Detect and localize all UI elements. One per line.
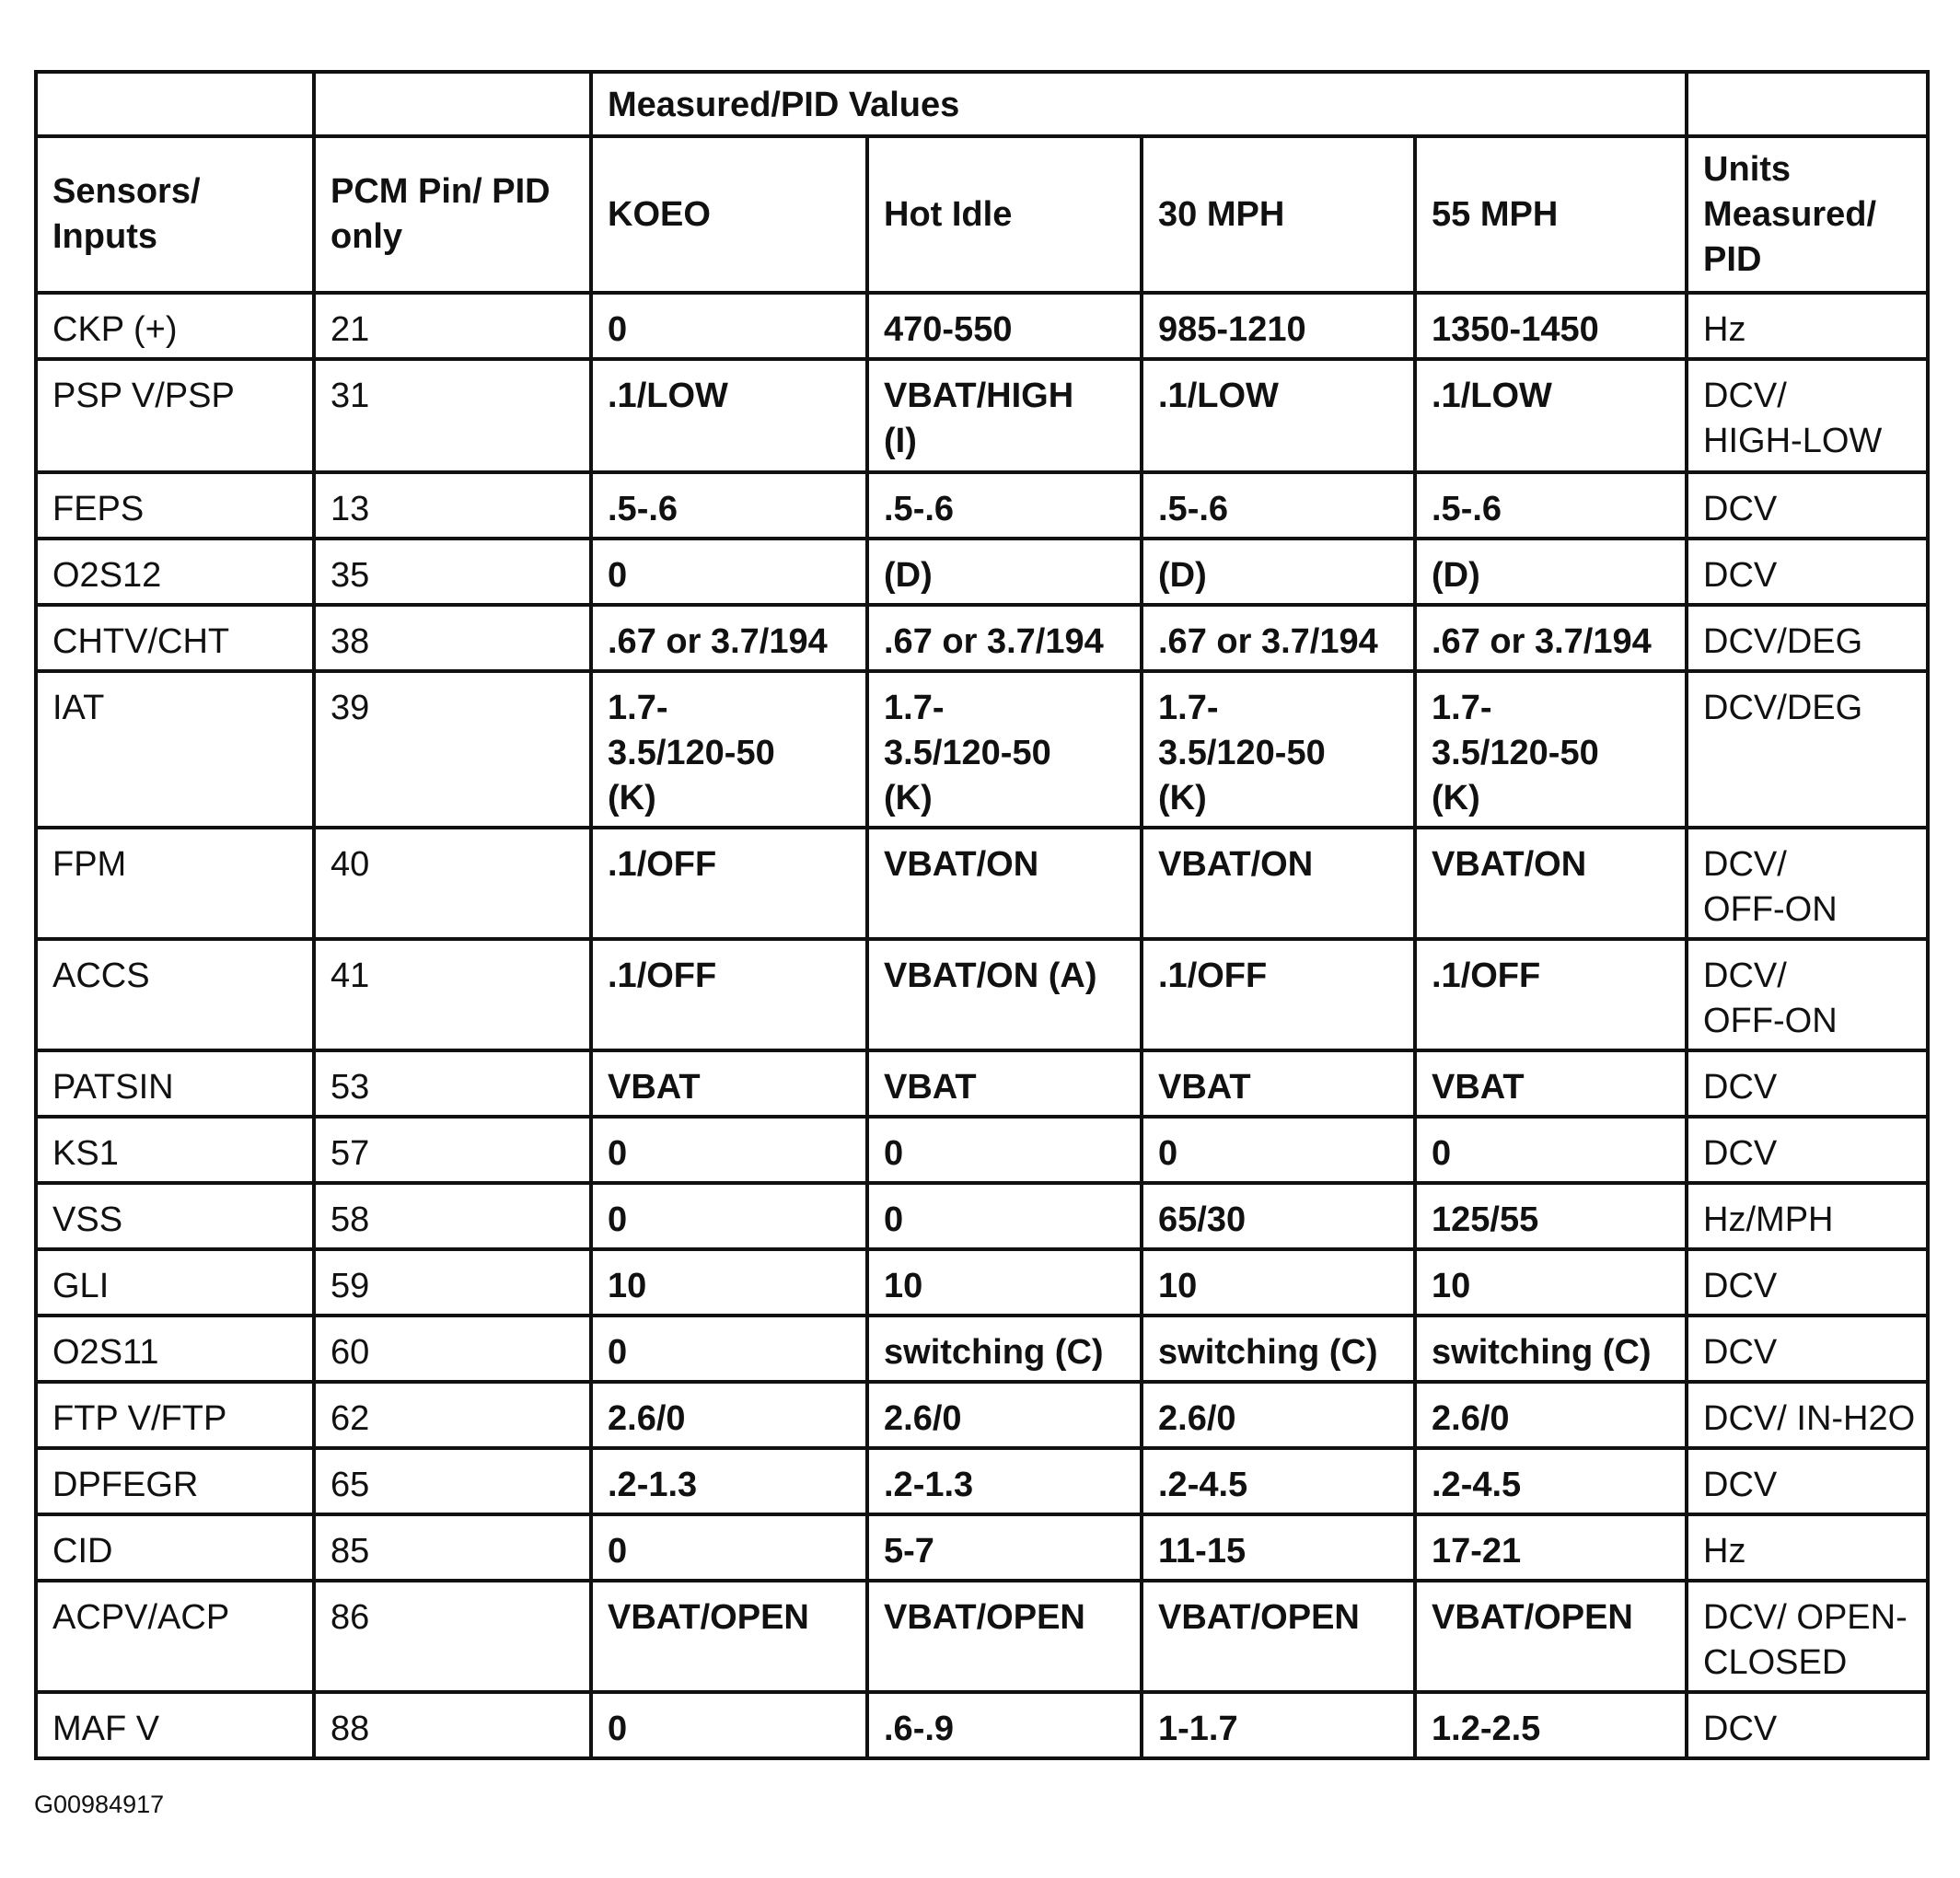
koeo-cell: 0 <box>591 1316 867 1382</box>
mph30-cell: 985-1210 <box>1142 293 1415 359</box>
units-cell: DCV <box>1687 1316 1928 1382</box>
mph55-cell: .67 or 3.7/194 <box>1415 605 1687 671</box>
mph30-cell: .1/OFF <box>1142 939 1415 1050</box>
hot-idle-cell: 10 <box>867 1249 1142 1316</box>
mph30-cell: VBAT <box>1142 1050 1415 1117</box>
table-row <box>36 539 1928 605</box>
hot-idle-cell: .67 or 3.7/194 <box>867 605 1142 671</box>
units-cell: DCV/DEG <box>1687 605 1928 671</box>
koeo-cell: 0 <box>591 1514 867 1581</box>
mph55-cell: (D) <box>1415 539 1687 605</box>
pcm-pin-cell: 59 <box>314 1249 591 1316</box>
units-cell: DCV <box>1687 539 1928 605</box>
table-row <box>36 828 1928 939</box>
sensor-cell: MAF V <box>36 1692 314 1758</box>
hot-idle-cell: switching (C) <box>867 1316 1142 1382</box>
koeo-cell: .1/LOW <box>591 359 867 472</box>
units-cell: DCV <box>1687 1249 1928 1316</box>
mph30-cell: 1-1.7 <box>1142 1692 1415 1758</box>
header-koeo: KOEO <box>591 136 867 293</box>
pcm-pin-cell: 31 <box>314 359 591 472</box>
table-row <box>36 1249 1928 1316</box>
sensor-cell: ACPV/ACP <box>36 1581 314 1692</box>
mph55-cell: .2-4.5 <box>1415 1448 1687 1514</box>
table-row <box>36 1514 1928 1581</box>
hot-idle-cell: .2-1.3 <box>867 1448 1142 1514</box>
mph55-cell: .5-.6 <box>1415 472 1687 539</box>
pcm-pin-cell: 39 <box>314 671 591 828</box>
header-55-mph: 55 MPH <box>1415 136 1687 293</box>
mph30-cell: 65/30 <box>1142 1183 1415 1249</box>
koeo-cell: .5-.6 <box>591 472 867 539</box>
table-row <box>36 939 1928 1050</box>
units-cell: Hz <box>1687 1514 1928 1581</box>
sensor-cell: DPFEGR <box>36 1448 314 1514</box>
pid-values-table <box>34 70 1930 1760</box>
pcm-pin-cell: 13 <box>314 472 591 539</box>
sensor-cell: FPM <box>36 828 314 939</box>
mph30-cell: switching (C) <box>1142 1316 1415 1382</box>
hot-idle-cell: VBAT/ON (A) <box>867 939 1142 1050</box>
table-row <box>36 293 1928 359</box>
mph30-cell: (D) <box>1142 539 1415 605</box>
koeo-cell: .1/OFF <box>591 939 867 1050</box>
table-row <box>36 1050 1928 1117</box>
table-row <box>36 359 1928 472</box>
hot-idle-cell: .6-.9 <box>867 1692 1142 1758</box>
pcm-pin-cell: 85 <box>314 1514 591 1581</box>
table-row <box>36 1117 1928 1183</box>
hot-idle-cell: 1.7- 3.5/120-50 (K) <box>867 671 1142 828</box>
sensor-cell: CID <box>36 1514 314 1581</box>
group-header-blank-cell <box>36 72 314 136</box>
sensor-cell: IAT <box>36 671 314 828</box>
mph30-cell: .1/LOW <box>1142 359 1415 472</box>
koeo-cell: 0 <box>591 1117 867 1183</box>
hot-idle-cell: 0 <box>867 1117 1142 1183</box>
table-row <box>36 1692 1928 1758</box>
mph55-cell: VBAT/OPEN <box>1415 1581 1687 1692</box>
mph55-cell: .1/OFF <box>1415 939 1687 1050</box>
hot-idle-cell: 0 <box>867 1183 1142 1249</box>
units-cell: DCV/ IN-H2O <box>1687 1382 1928 1448</box>
mph30-cell: 10 <box>1142 1249 1415 1316</box>
table-row <box>36 1316 1928 1382</box>
sensor-cell: VSS <box>36 1183 314 1249</box>
hot-idle-cell: (D) <box>867 539 1142 605</box>
mph30-cell: 0 <box>1142 1117 1415 1183</box>
measured-pid-values-header: Measured/PID Values <box>591 72 1687 136</box>
koeo-cell: 2.6/0 <box>591 1382 867 1448</box>
units-cell: DCV/ HIGH-LOW <box>1687 359 1928 472</box>
mph55-cell: 1.2-2.5 <box>1415 1692 1687 1758</box>
mph30-cell: 11-15 <box>1142 1514 1415 1581</box>
header-sensors-inputs: Sensors/ Inputs <box>36 136 314 293</box>
mph55-cell: 2.6/0 <box>1415 1382 1687 1448</box>
mph30-cell: .5-.6 <box>1142 472 1415 539</box>
pcm-pin-cell: 58 <box>314 1183 591 1249</box>
units-cell: DCV <box>1687 1448 1928 1514</box>
pcm-pin-cell: 88 <box>314 1692 591 1758</box>
mph55-cell: 10 <box>1415 1249 1687 1316</box>
hot-idle-cell: VBAT/ON <box>867 828 1142 939</box>
pcm-pin-cell: 41 <box>314 939 591 1050</box>
figure-id: G00984917 <box>34 1791 165 1818</box>
sensor-cell: CKP (+) <box>36 293 314 359</box>
units-cell: DCV <box>1687 1692 1928 1758</box>
hot-idle-cell: 470-550 <box>867 293 1142 359</box>
mph30-cell: 1.7- 3.5/120-50 (K) <box>1142 671 1415 828</box>
mph30-cell: VBAT/ON <box>1142 828 1415 939</box>
koeo-cell: VBAT/OPEN <box>591 1581 867 1692</box>
pcm-pin-cell: 65 <box>314 1448 591 1514</box>
sensor-cell: PSP V/PSP <box>36 359 314 472</box>
pcm-pin-cell: 86 <box>314 1581 591 1692</box>
table-row <box>36 1581 1928 1692</box>
header-pcm-pin: PCM Pin/ PID only <box>314 136 591 293</box>
units-cell: DCV/ OFF-ON <box>1687 939 1928 1050</box>
table-row <box>36 671 1928 828</box>
hot-idle-cell: .5-.6 <box>867 472 1142 539</box>
group-header-blank-cell <box>1687 72 1928 136</box>
units-cell: DCV/ OPEN- CLOSED <box>1687 1581 1928 1692</box>
hot-idle-cell: VBAT <box>867 1050 1142 1117</box>
sensor-cell: O2S12 <box>36 539 314 605</box>
units-cell: Hz/MPH <box>1687 1183 1928 1249</box>
group-header-blank-cell <box>314 72 591 136</box>
mph55-cell: switching (C) <box>1415 1316 1687 1382</box>
koeo-cell: 0 <box>591 1183 867 1249</box>
sensor-cell: ACCS <box>36 939 314 1050</box>
koeo-cell: .67 or 3.7/194 <box>591 605 867 671</box>
mph55-cell: .1/LOW <box>1415 359 1687 472</box>
koeo-cell: 10 <box>591 1249 867 1316</box>
hot-idle-cell: VBAT/OPEN <box>867 1581 1142 1692</box>
mph55-cell: 0 <box>1415 1117 1687 1183</box>
mph55-cell: VBAT <box>1415 1050 1687 1117</box>
mph55-cell: 125/55 <box>1415 1183 1687 1249</box>
table-row <box>36 472 1928 539</box>
units-cell: DCV/ OFF-ON <box>1687 828 1928 939</box>
sensor-cell: O2S11 <box>36 1316 314 1382</box>
koeo-cell: 0 <box>591 1692 867 1758</box>
pcm-pin-cell: 53 <box>314 1050 591 1117</box>
koeo-cell: .1/OFF <box>591 828 867 939</box>
units-cell: DCV <box>1687 472 1928 539</box>
mph55-cell: 1.7- 3.5/120-50 (K) <box>1415 671 1687 828</box>
mph55-cell: 1350-1450 <box>1415 293 1687 359</box>
pcm-pin-cell: 40 <box>314 828 591 939</box>
table-row <box>36 1448 1928 1514</box>
units-cell: DCV <box>1687 1117 1928 1183</box>
koeo-cell: VBAT <box>591 1050 867 1117</box>
sensor-cell: GLI <box>36 1249 314 1316</box>
units-cell: DCV/DEG <box>1687 671 1928 828</box>
hot-idle-cell: 2.6/0 <box>867 1382 1142 1448</box>
group-header-row <box>36 72 1928 136</box>
header-hot-idle: Hot Idle <box>867 136 1142 293</box>
table-row <box>36 605 1928 671</box>
header-units: Units Measured/ PID <box>1687 136 1928 293</box>
pcm-pin-cell: 21 <box>314 293 591 359</box>
pcm-pin-cell: 62 <box>314 1382 591 1448</box>
units-cell: DCV <box>1687 1050 1928 1117</box>
column-header-row <box>36 136 1928 293</box>
mph30-cell: .2-4.5 <box>1142 1448 1415 1514</box>
koeo-cell: 1.7- 3.5/120-50 (K) <box>591 671 867 828</box>
koeo-cell: 0 <box>591 293 867 359</box>
pcm-pin-cell: 60 <box>314 1316 591 1382</box>
sensor-cell: FEPS <box>36 472 314 539</box>
sensor-cell: CHTV/CHT <box>36 605 314 671</box>
mph30-cell: VBAT/OPEN <box>1142 1581 1415 1692</box>
mph55-cell: VBAT/ON <box>1415 828 1687 939</box>
koeo-cell: .2-1.3 <box>591 1448 867 1514</box>
pcm-pin-cell: 57 <box>314 1117 591 1183</box>
sensor-cell: KS1 <box>36 1117 314 1183</box>
hot-idle-cell: VBAT/HIGH (I) <box>867 359 1142 472</box>
sensor-cell: FTP V/FTP <box>36 1382 314 1448</box>
units-cell: Hz <box>1687 293 1928 359</box>
table-row <box>36 1382 1928 1448</box>
table-row <box>36 1183 1928 1249</box>
koeo-cell: 0 <box>591 539 867 605</box>
sensor-cell: PATSIN <box>36 1050 314 1117</box>
mph30-cell: 2.6/0 <box>1142 1382 1415 1448</box>
pcm-pin-cell: 38 <box>314 605 591 671</box>
pcm-pin-cell: 35 <box>314 539 591 605</box>
header-30-mph: 30 MPH <box>1142 136 1415 293</box>
mph30-cell: .67 or 3.7/194 <box>1142 605 1415 671</box>
hot-idle-cell: 5-7 <box>867 1514 1142 1581</box>
mph55-cell: 17-21 <box>1415 1514 1687 1581</box>
